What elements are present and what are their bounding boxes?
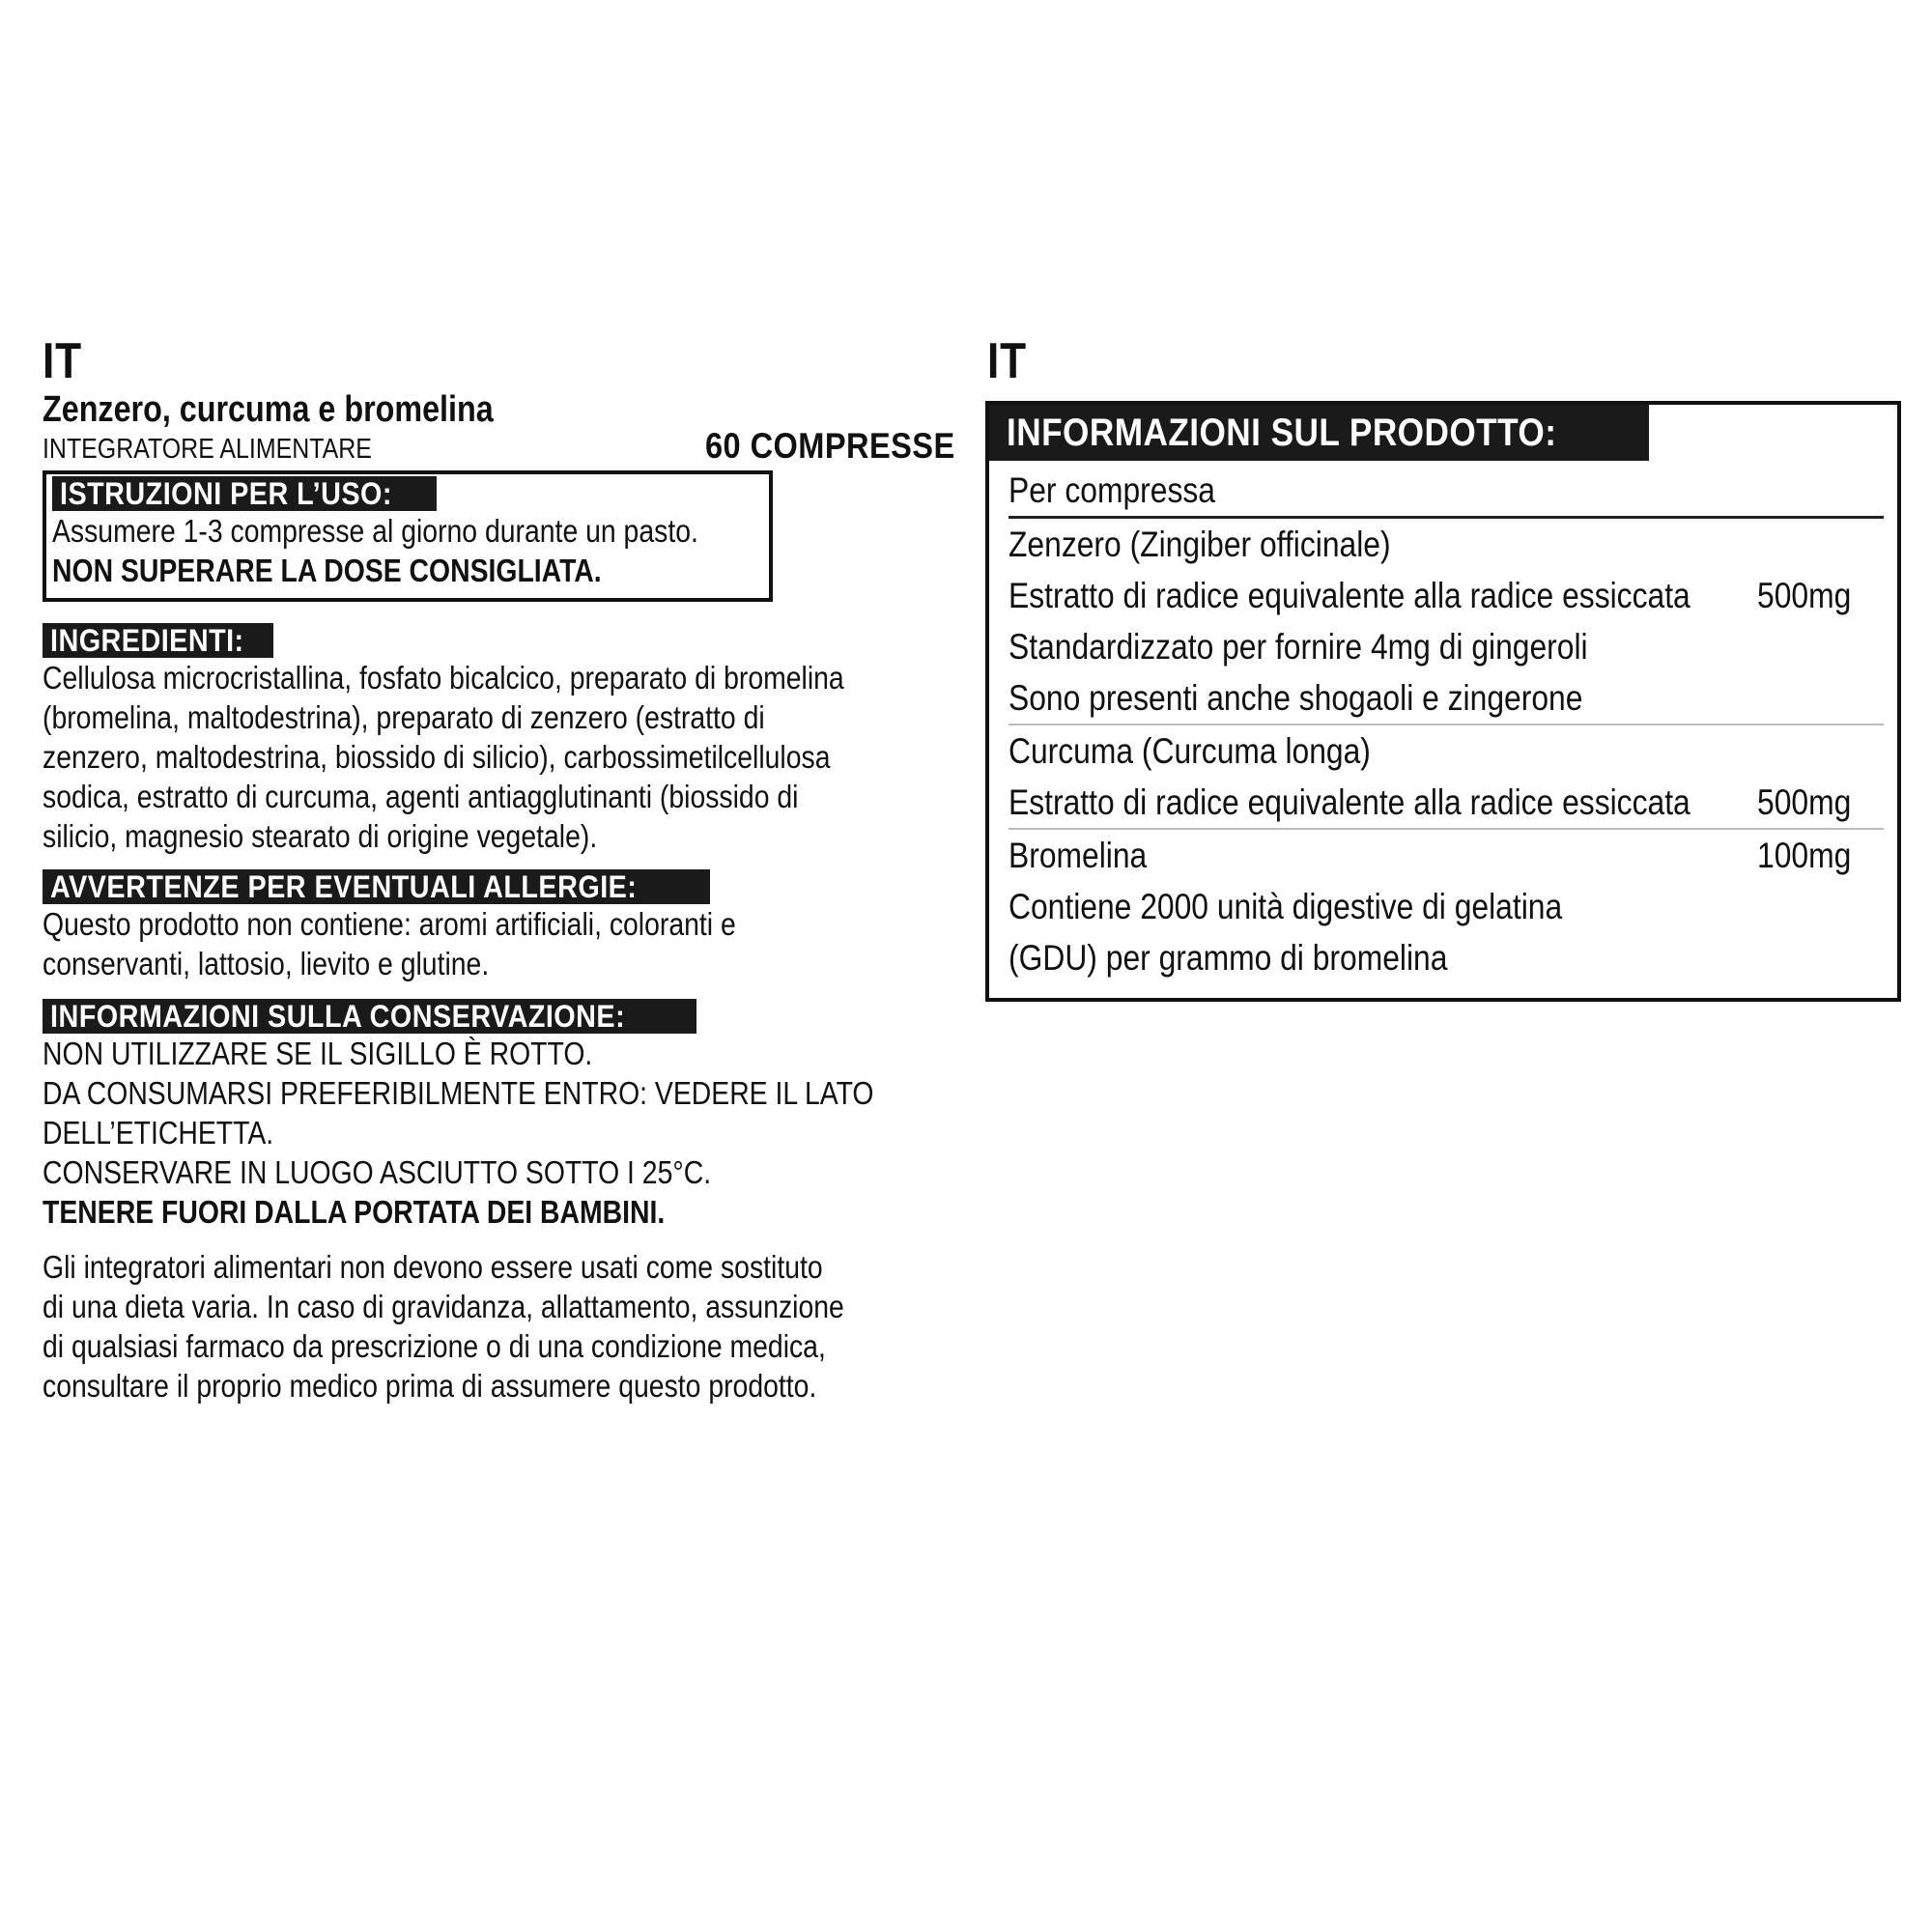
product-subtitle-row	[43, 426, 960, 469]
language-code: IT	[43, 333, 82, 389]
ingredients-heading: INGREDIENTI:	[43, 623, 273, 658]
storage-line: DELL’ETICHETTA.	[43, 1115, 274, 1151]
usage-instructions-box	[43, 470, 773, 602]
language-code: IT	[987, 333, 1027, 389]
allergy-text	[43, 904, 960, 983]
product-title: Zenzero, curcuma e bromelina	[43, 389, 494, 430]
storage-line: NON UTILIZZARE SE IL SIGILLO È ROTTO.	[43, 1036, 593, 1071]
allergy-heading: AVVERTENZE PER EVENTUALI ALLERGIE:	[43, 869, 710, 904]
per-unit-label: Per compressa	[1009, 470, 1215, 510]
disclaimer-line: di qualsiasi farmaco da prescrizione o di una condizione medica,	[43, 1328, 826, 1364]
product-info-panel	[985, 401, 1901, 1002]
disclaimer-line: consultare il proprio medico prima di assumere questo prodotto.	[43, 1368, 817, 1404]
ingredients-text	[43, 658, 960, 856]
usage-line: Assumere 1-3 compresse al giorno durante un pasto.	[52, 513, 698, 549]
ingredient-row: (GDU) per grammo di bromelina	[1009, 938, 1448, 978]
ingredient-row: Sono presenti anche shogaoli e zingerone	[1009, 678, 1583, 718]
right-label-column	[985, 333, 1901, 1002]
allergy-line: Questo prodotto non contiene: aromi artificiali, coloranti e	[43, 906, 736, 942]
product-category: INTEGRATORE ALIMENTARE	[43, 434, 372, 465]
ingredient-row: Curcuma (Curcuma longa)	[1009, 731, 1371, 771]
ingredients-line: (bromelina, maltodestrina), preparato di zenzero (estratto di	[43, 699, 765, 735]
storage-line: CONSERVARE IN LUOGO ASCIUTTO SOTTO I 25°C.	[43, 1154, 712, 1190]
ingredient-row: Estratto di radice equivalente alla radice essiccata 500mg	[1009, 782, 1852, 822]
child-safety-warning: TENERE FUORI DALLA PORTATA DEI BAMBINI.	[43, 1194, 666, 1230]
ingredient-row: Estratto di radice equivalente alla radice essiccata 500mg	[1009, 576, 1852, 615]
left-label-column	[43, 333, 960, 1406]
storage-heading: INFORMAZIONI SULLA CONSERVAZIONE:	[43, 999, 696, 1034]
product-info-heading: INFORMAZIONI SUL PRODOTTO:	[989, 405, 1649, 461]
usage-heading: ISTRUZIONI PER L’USO:	[52, 476, 437, 511]
disclaimer-line: Gli integratori alimentari non devono essere usati come sostituto	[43, 1249, 823, 1285]
nutrition-rows	[1009, 465, 1884, 983]
disclaimer-text	[43, 1247, 960, 1406]
ingredient-row: Standardizzato per fornire 4mg di gingeroli	[1009, 627, 1588, 667]
ingredients-line: silicio, magnesio stearato di origine vegetale).	[43, 818, 598, 854]
tablet-count: 60 COMPRESSE	[705, 426, 955, 466]
ingredient-row: Contiene 2000 unità digestive di gelatina	[1009, 887, 1563, 926]
ingredients-line: zenzero, maltodestrina, biossido di silicio), carbossimetilcellulosa	[43, 739, 831, 775]
storage-line: DA CONSUMARSI PREFERIBILMENTE ENTRO: VEDERE IL LATO	[43, 1075, 874, 1111]
storage-text	[43, 1034, 960, 1232]
ingredient-row: Zenzero (Zingiber officinale)	[1009, 525, 1391, 564]
ingredient-row: Bromelina 100mg	[1009, 836, 1852, 875]
allergy-line: conservanti, lattosio, lievito e glutine.	[43, 946, 490, 981]
disclaimer-line: di una dieta varia. In caso di gravidanza, allattamento, assunzione	[43, 1289, 844, 1324]
ingredients-line: sodica, estratto di curcuma, agenti antiagglutinanti (biossido di	[43, 779, 799, 814]
ingredients-line: Cellulosa microcristallina, fosfato bicalcico, preparato di bromelina	[43, 660, 844, 696]
usage-warning: NON SUPERARE LA DOSE CONSIGLIATA.	[52, 553, 602, 588]
